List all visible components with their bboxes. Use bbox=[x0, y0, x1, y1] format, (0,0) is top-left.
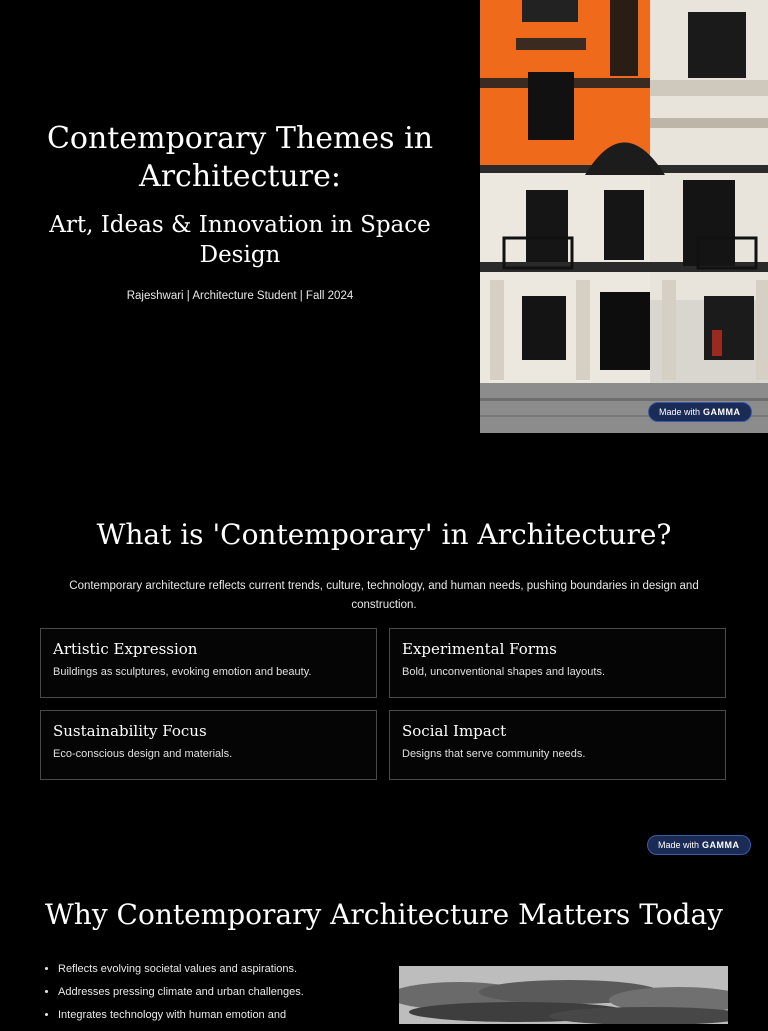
card-desc: Bold, unconventional shapes and layouts. bbox=[402, 666, 606, 678]
badge-label: Made with bbox=[659, 407, 701, 417]
card-social-impact bbox=[389, 710, 726, 780]
card-artistic-expression bbox=[40, 628, 377, 698]
gamma-logo: GAMMA bbox=[702, 840, 740, 850]
card-title: Artistic Expression bbox=[53, 640, 198, 658]
made-with-gamma-badge[interactable] bbox=[647, 835, 751, 855]
presentation-title: Contemporary Themes in Architecture: bbox=[46, 121, 434, 194]
card-title: Sustainability Focus bbox=[53, 722, 207, 740]
author-line: Rajeshwari | Architecture Student | Fall 2024 bbox=[126, 290, 354, 302]
list-item: • Reflects evolving societal values and aspirations. bbox=[58, 962, 388, 976]
building-facade-image bbox=[480, 0, 768, 433]
cloud-illustration bbox=[399, 966, 728, 1024]
title-block bbox=[40, 120, 440, 302]
card-desc: Buildings as sculptures, evoking emotion and beauty. bbox=[53, 666, 312, 678]
card-title: Experimental Forms bbox=[402, 640, 557, 658]
made-with-gamma-badge[interactable] bbox=[648, 402, 752, 422]
list-item: • Addresses pressing climate and urban challenges. bbox=[58, 985, 388, 999]
card-sustainability-focus bbox=[40, 710, 377, 780]
presentation-subtitle: Art, Ideas & Innovation in Space Design bbox=[49, 212, 431, 268]
cloudy-sky-image bbox=[399, 966, 728, 1024]
card-desc: Eco-conscious design and materials. bbox=[53, 748, 233, 760]
section-title-contemporary: What is 'Contemporary' in Architecture? bbox=[96, 518, 672, 551]
reasons-list bbox=[40, 962, 388, 1031]
card-title: Social Impact bbox=[402, 722, 507, 740]
gamma-logo: GAMMA bbox=[703, 407, 741, 417]
card-desc: Designs that serve community needs. bbox=[402, 748, 586, 760]
list-item: • Integrates technology with human emotion and bbox=[58, 1008, 388, 1022]
building-facade-illustration bbox=[480, 0, 768, 433]
section-title-why-matters: Why Contemporary Architecture Matters Today bbox=[45, 898, 723, 931]
title-slide bbox=[0, 0, 768, 433]
section-description: Contemporary architecture reflects current trends, culture, technology, and human needs, pushing boundaries in design and construction. bbox=[69, 580, 699, 611]
card-experimental-forms bbox=[389, 628, 726, 698]
badge-label: Made with bbox=[658, 840, 700, 850]
